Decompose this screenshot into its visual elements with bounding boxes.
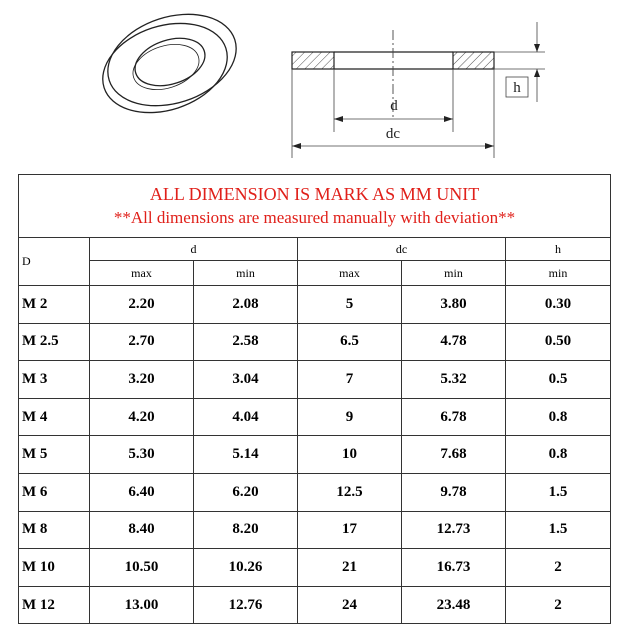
washer-drawing: [0, 0, 628, 172]
size-cell: M 4: [19, 398, 90, 436]
d-min-cell: 12.76: [194, 586, 298, 624]
d-min-cell: 4.04: [194, 398, 298, 436]
d-min-cell: 2.08: [194, 286, 298, 324]
dc-max-cell: 12.5: [298, 473, 402, 511]
dc-max-cell: 5: [298, 286, 402, 324]
dc-max-cell: 21: [298, 549, 402, 587]
d-max-cell: 13.00: [90, 586, 194, 624]
washer-3d-icon: [91, 0, 248, 128]
table-row: [19, 549, 611, 587]
d-max-cell: 3.20: [90, 361, 194, 399]
table-row: [19, 473, 611, 511]
d-max-cell: 4.20: [90, 398, 194, 436]
label-h: h: [513, 80, 521, 96]
size-cell: M 8: [19, 511, 90, 549]
d-min-cell: 6.20: [194, 473, 298, 511]
d-min-cell: 10.26: [194, 549, 298, 587]
h-min-cell: 0.50: [506, 323, 611, 361]
h-min-cell: 0.30: [506, 286, 611, 324]
h-min-cell: 0.8: [506, 398, 611, 436]
subheader-dc-max: max: [298, 261, 402, 286]
d-max-cell: 10.50: [90, 549, 194, 587]
table-title: [19, 175, 611, 238]
table-row: [19, 286, 611, 324]
size-cell: M 12: [19, 586, 90, 624]
label-d: d: [390, 98, 398, 114]
d-min-cell: 8.20: [194, 511, 298, 549]
dc-min-cell: 4.78: [402, 323, 506, 361]
dc-min-cell: 3.80: [402, 286, 506, 324]
h-min-cell: 1.5: [506, 473, 611, 511]
subheader-h-min: min: [506, 261, 611, 286]
title-deviation: **All dimensions are measured manually with deviation**: [113, 208, 516, 227]
size-cell: M 2.5: [19, 323, 90, 361]
header-h: h: [506, 238, 611, 261]
table-row: [19, 586, 611, 624]
dc-min-cell: 7.68: [402, 436, 506, 474]
size-cell: M 3: [19, 361, 90, 399]
table-row: [19, 398, 611, 436]
d-min-cell: 3.04: [194, 361, 298, 399]
header-d: d: [90, 238, 298, 261]
dc-max-cell: 17: [298, 511, 402, 549]
dc-min-cell: 5.32: [402, 361, 506, 399]
dc-max-cell: 9: [298, 398, 402, 436]
table-row: [19, 436, 611, 474]
subheader-d-max: max: [90, 261, 194, 286]
dc-min-cell: 12.73: [402, 511, 506, 549]
h-min-cell: 0.8: [506, 436, 611, 474]
dimension-table: [18, 174, 611, 624]
dc-min-cell: 6.78: [402, 398, 506, 436]
subheader-d-min: min: [194, 261, 298, 286]
label-dc: dc: [385, 126, 401, 142]
d-max-cell: 8.40: [90, 511, 194, 549]
size-cell: M 2: [19, 286, 90, 324]
header-D: D: [19, 238, 90, 286]
size-cell: M 10: [19, 549, 90, 587]
dc-max-cell: 10: [298, 436, 402, 474]
dc-min-cell: 16.73: [402, 549, 506, 587]
dc-min-cell: 9.78: [402, 473, 506, 511]
dc-max-cell: 7: [298, 361, 402, 399]
d-max-cell: 6.40: [90, 473, 194, 511]
d-min-cell: 2.58: [194, 323, 298, 361]
d-max-cell: 2.20: [90, 286, 194, 324]
table-row: [19, 511, 611, 549]
size-cell: M 5: [19, 436, 90, 474]
d-min-cell: 5.14: [194, 436, 298, 474]
subheader-dc-min: min: [402, 261, 506, 286]
h-min-cell: 1.5: [506, 511, 611, 549]
size-cell: M 6: [19, 473, 90, 511]
dc-max-cell: 6.5: [298, 323, 402, 361]
dc-min-cell: 23.48: [402, 586, 506, 624]
table-row: [19, 361, 611, 399]
title-unit: ALL DIMENSION IS MARK AS MM UNIT: [149, 184, 480, 204]
dc-max-cell: 24: [298, 586, 402, 624]
h-min-cell: 0.5: [506, 361, 611, 399]
h-min-cell: 2: [506, 549, 611, 587]
h-min-cell: 2: [506, 586, 611, 624]
d-max-cell: 2.70: [90, 323, 194, 361]
table-row: [19, 323, 611, 361]
header-dc: dc: [298, 238, 506, 261]
d-max-cell: 5.30: [90, 436, 194, 474]
